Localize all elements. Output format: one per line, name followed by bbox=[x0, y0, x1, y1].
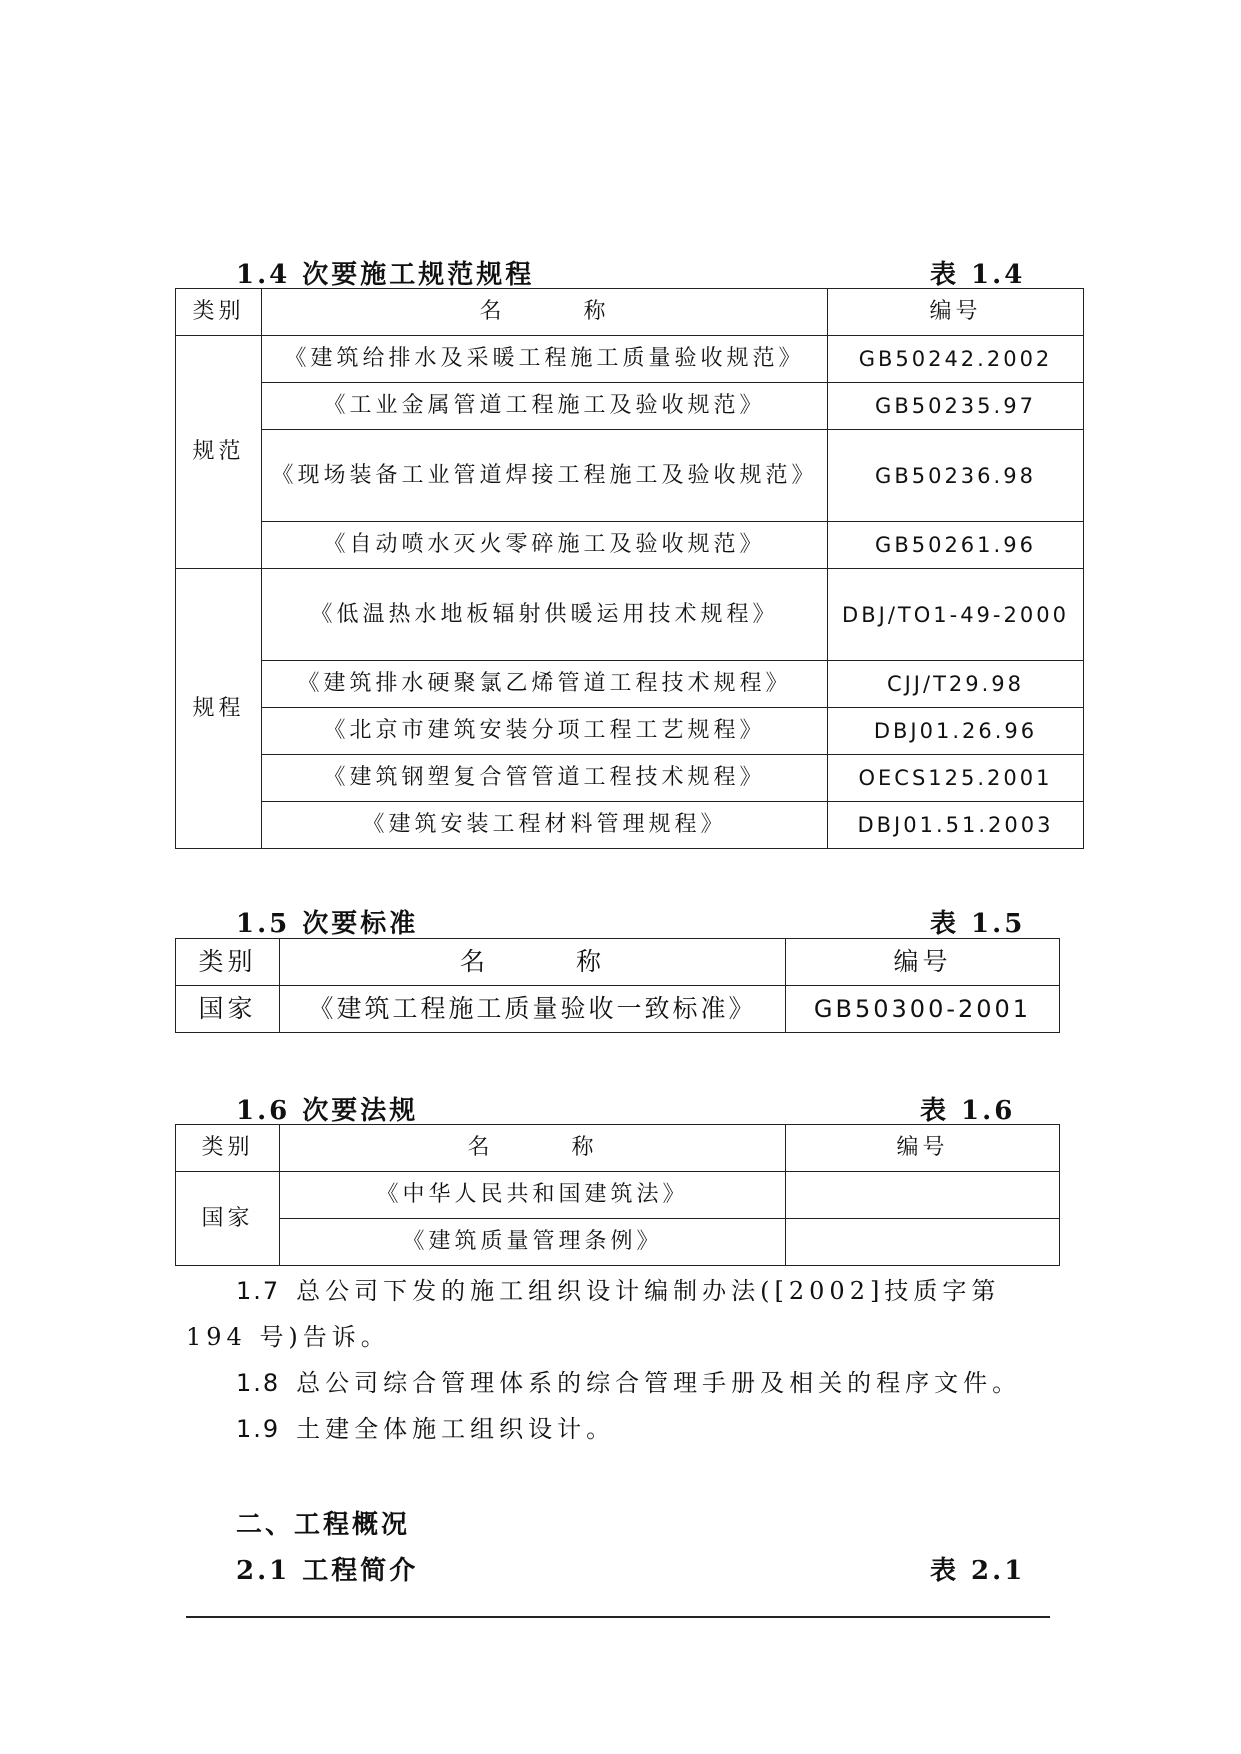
header-category: 类别 bbox=[176, 1125, 280, 1172]
section-2-1-title: 2.1 工程简介 bbox=[236, 1556, 419, 1586]
table-header-row bbox=[176, 939, 1060, 986]
row-code: GB50242.2002 bbox=[828, 336, 1084, 383]
table-row bbox=[176, 661, 1084, 708]
paragraph-1-9 bbox=[236, 1406, 615, 1452]
row-code: DBJ01.26.96 bbox=[828, 708, 1084, 755]
header-code: 编号 bbox=[786, 939, 1060, 986]
header-name: 名 称 bbox=[262, 289, 828, 336]
row-name: 《建筑排水硬聚氯乙烯管道工程技术规程》 bbox=[262, 661, 828, 708]
table-header-row bbox=[176, 1125, 1060, 1172]
paragraph-1-7 bbox=[236, 1268, 1000, 1314]
table-row bbox=[176, 1172, 1060, 1219]
row-code bbox=[786, 1172, 1060, 1219]
header-category: 类别 bbox=[176, 289, 262, 336]
section-1-4-table-no: 表 1.4 bbox=[930, 260, 1026, 290]
paragraph-number: 1.8 bbox=[236, 1369, 281, 1397]
section-1-5-title: 1.5 次要标准 bbox=[236, 909, 419, 939]
table-row bbox=[176, 430, 1084, 522]
row-name: 《建筑钢塑复合管管道工程技术规程》 bbox=[262, 755, 828, 802]
section-1-6-title: 1.6 次要法规 bbox=[236, 1096, 419, 1126]
row-name: 《建筑质量管理条例》 bbox=[280, 1219, 786, 1266]
table-row bbox=[176, 336, 1084, 383]
row-name: 《建筑给排水及采暖工程施工质量验收规范》 bbox=[262, 336, 828, 383]
row-code: DBJ01.51.2003 bbox=[828, 802, 1084, 849]
header-name: 名 称 bbox=[280, 939, 786, 986]
paragraph-text: 土建全体施工组织设计。 bbox=[296, 1415, 616, 1443]
table-row bbox=[176, 802, 1084, 849]
header-category: 类别 bbox=[176, 939, 280, 986]
table-1-4 bbox=[175, 288, 1084, 849]
section-1-4-title: 1.4 次要施工规范规程 bbox=[236, 260, 535, 290]
table-row bbox=[176, 755, 1084, 802]
paragraph-number: 1.7 bbox=[236, 1277, 281, 1305]
row-code: GB50261.96 bbox=[828, 522, 1084, 569]
section-2-1-table-no: 表 2.1 bbox=[930, 1556, 1026, 1586]
row-code bbox=[786, 1219, 1060, 1266]
header-code: 编号 bbox=[828, 289, 1084, 336]
row-code: CJJ/T29.98 bbox=[828, 661, 1084, 708]
table-1-5 bbox=[175, 938, 1060, 1033]
table-row bbox=[176, 986, 1060, 1033]
section-1-6-table-no: 表 1.6 bbox=[920, 1096, 1016, 1126]
row-name: 《建筑工程施工质量验收一致标准》 bbox=[280, 986, 786, 1033]
section-2-heading: 二、工程概况 bbox=[236, 1510, 411, 1540]
table-1-6 bbox=[175, 1124, 1060, 1266]
table-row bbox=[176, 708, 1084, 755]
row-name: 《工业金属管道工程施工及验收规范》 bbox=[262, 383, 828, 430]
row-name: 《北京市建筑安装分项工程工艺规程》 bbox=[262, 708, 828, 755]
row-name: 《现场装备工业管道焊接工程施工及验收规范》 bbox=[262, 430, 828, 522]
row-category: 国家 bbox=[176, 986, 280, 1033]
row-name: 《低温热水地板辐射供暖运用技术规程》 bbox=[262, 569, 828, 661]
group-label-national: 国家 bbox=[176, 1172, 280, 1266]
table-row bbox=[176, 1219, 1060, 1266]
paragraph-text: 总公司综合管理体系的综合管理手册及相关的程序文件。 bbox=[296, 1369, 1022, 1397]
row-name: 《建筑安装工程材料管理规程》 bbox=[262, 802, 828, 849]
table-row bbox=[176, 569, 1084, 661]
paragraph-text: 总公司下发的施工组织设计编制办法([2002]技质字第 bbox=[296, 1277, 1001, 1305]
group-label-procedure: 规程 bbox=[176, 569, 262, 849]
table-row bbox=[176, 383, 1084, 430]
paragraph-1-7-continued: 194 号)告诉。 bbox=[186, 1323, 390, 1351]
row-code: GB50235.97 bbox=[828, 383, 1084, 430]
paragraph-1-8 bbox=[236, 1360, 1021, 1406]
section-1-5-table-no: 表 1.5 bbox=[930, 909, 1026, 939]
row-name: 《自动喷水灭火零碎施工及验收规范》 bbox=[262, 522, 828, 569]
footer-rule bbox=[186, 1616, 1050, 1618]
row-code: GB50236.98 bbox=[828, 430, 1084, 522]
header-name: 名 称 bbox=[280, 1125, 786, 1172]
row-code: DBJ/TO1-49-2000 bbox=[828, 569, 1084, 661]
row-code: GB50300-2001 bbox=[786, 986, 1060, 1033]
row-name: 《中华人民共和国建筑法》 bbox=[280, 1172, 786, 1219]
paragraph-number: 1.9 bbox=[236, 1415, 281, 1443]
group-label-spec: 规范 bbox=[176, 336, 262, 569]
row-code: OECS125.2001 bbox=[828, 755, 1084, 802]
table-header-row bbox=[176, 289, 1084, 336]
header-code: 编号 bbox=[786, 1125, 1060, 1172]
table-row bbox=[176, 522, 1084, 569]
